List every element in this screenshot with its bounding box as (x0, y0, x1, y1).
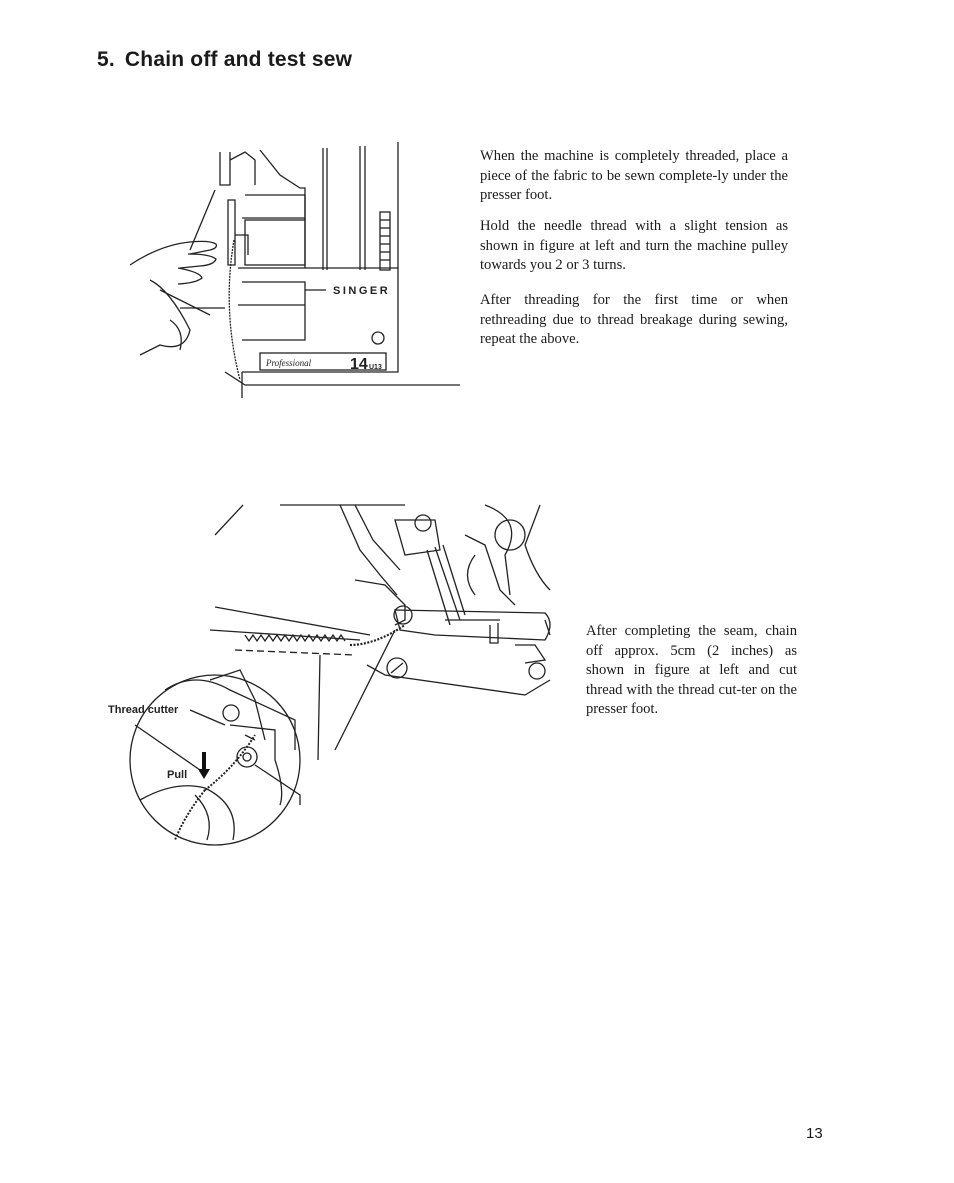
pull-label: Pull (167, 769, 188, 781)
machine-front-illustration (130, 140, 460, 400)
thread-cutter-label: Thread cutter (108, 704, 179, 716)
model-script-label: Professional (266, 358, 312, 368)
model-suffix-label: U13 (369, 364, 382, 371)
presser-foot-illustration (105, 495, 560, 850)
section-heading (97, 48, 352, 72)
paragraph-chain-off: After completing the seam, chain off approx. 5cm (2 inches) as shown in figure at left and cut thread with the thread cut-ter on the presser foot. (586, 623, 797, 717)
section-title: Chain off and test sew (124, 48, 353, 71)
model-number-label: 14 (350, 356, 368, 373)
section-number: 5. (97, 48, 115, 71)
paragraph-rethreading: After threading for the first time or when rethreading due to thread breakage during sewing, repeat the above. (480, 292, 788, 347)
brand-label: SINGER (333, 285, 391, 297)
paragraph-place-fabric: When the machine is completely threaded, place a piece of the fabric to be sewn complete-ly under the presser foot. (480, 148, 788, 203)
paragraph-hold-thread: Hold the needle thread with a slight tension as shown in figure at left and turn the machine pulley towards you 2 or 3 turns. (480, 218, 788, 273)
page-number: 13 (806, 1125, 823, 1142)
